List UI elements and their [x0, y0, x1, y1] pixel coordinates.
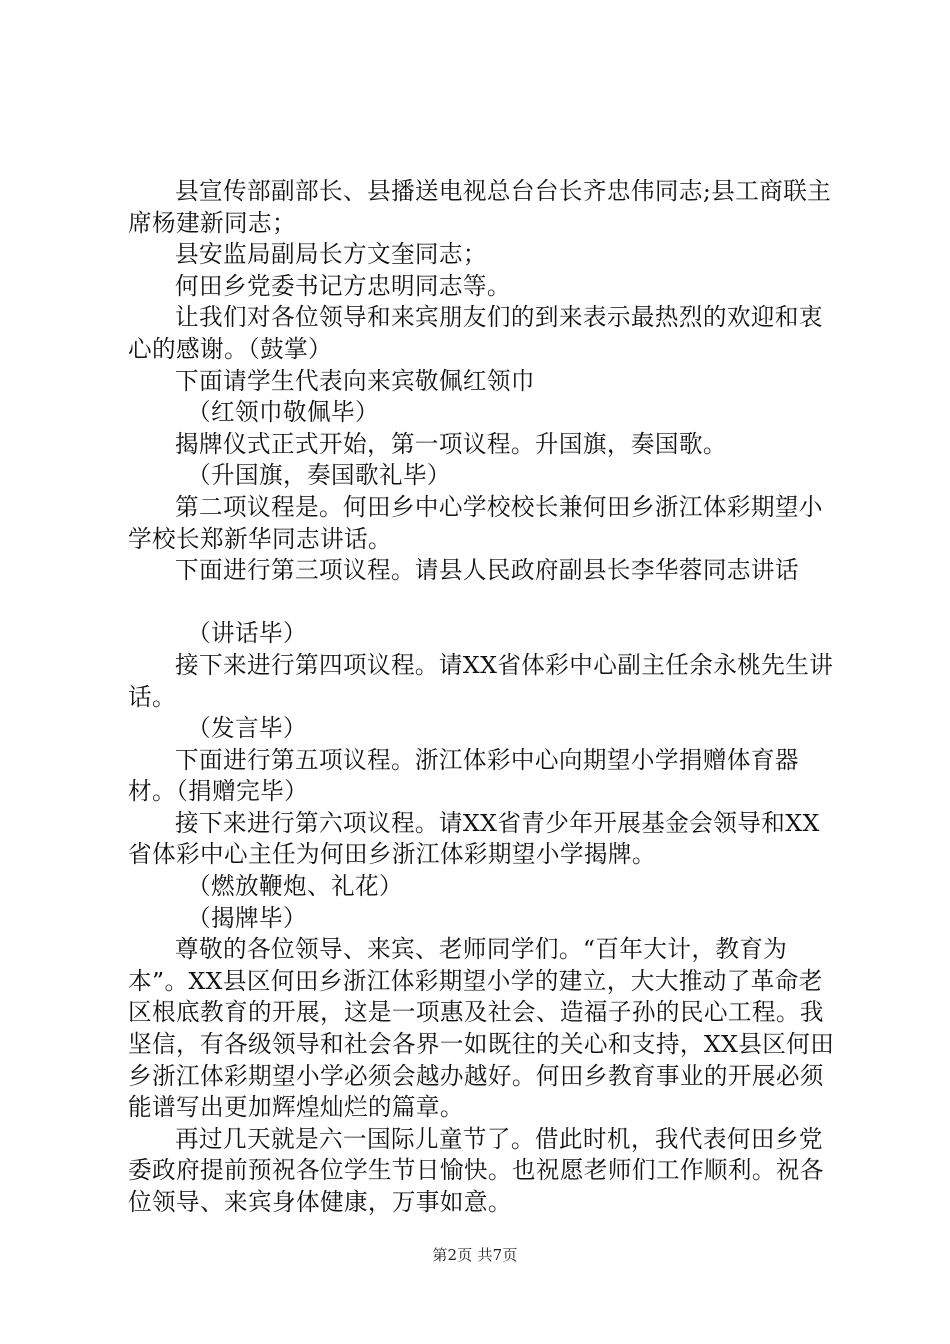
paragraph: （红领巾敬佩毕） [187, 398, 379, 427]
paragraph: （发言毕） [187, 714, 307, 743]
paragraph: 让我们对各位领导和来宾朋友们的到来表示最热烈的欢迎和衷心的感谢。（鼓掌） [128, 303, 823, 363]
paragraph: 尊敬的各位领导、来宾、老师同学们。“百年大计，教育为本”。XX县区何田乡浙江体彩期望小学的建立，大大推动了革命老区根底教育的开展，这是一项惠及社会、造福子孙的民心工程。我坚信，有各级领导和社会各界一如既往的关心和支持，XX县区何田乡浙江体彩期望小学必须会越办越好。何田乡教育事业的开展必须能谱写出更加辉煌灿烂的篇章。 [128, 935, 835, 1122]
paragraph: 接下来进行第四项议程。请XX省体彩中心副主任余永桃先生讲话。 [128, 650, 834, 711]
page-footer [0, 1244, 950, 1265]
paragraph: 下面请学生代表向来宾敬佩红领巾 [175, 366, 535, 395]
paragraph: 第二项议程是。何田乡中心学校校长兼何田乡浙江体彩期望小学校长郑新华同志讲话。 [128, 492, 823, 553]
paragraph: 县宣传部副部长、县播送电视总台台长齐忠伟同志;县工商联主席杨建新同志； [128, 177, 832, 237]
paragraph: （揭牌毕） [187, 903, 307, 932]
paragraph: 下面进行第三项议程。请县人民政府副县长李华蓉同志讲话 [175, 556, 799, 585]
paragraph: 何田乡党委书记方忠明同志等。 [175, 271, 511, 300]
paragraph: 县安监局副局长方文奎同志； [175, 240, 487, 269]
paragraph: 揭牌仪式正式开始，第一项议程。升国旗，奏国歌。 [175, 429, 727, 458]
page-number-label: 第2页 共7页 [432, 1246, 518, 1264]
paragraph: （升国旗，奏国歌礼毕） [187, 461, 451, 490]
paragraph-gap [128, 587, 840, 619]
paragraph: 下面进行第五项议程。浙江体彩中心向期望小学捐赠体育器材。（捐赠完毕） [128, 745, 799, 806]
paragraph: 接下来进行第六项议程。请XX省青少年开展基金会领导和XX省体彩中心主任为何田乡浙江体彩期望小学揭牌。 [128, 808, 820, 869]
document-body [128, 176, 840, 1219]
paragraph: （讲话毕） [187, 619, 307, 648]
paragraph: （燃放鞭炮、礼花） [187, 872, 403, 901]
paragraph: 再过几天就是六一国际儿童节了。借此时机，我代表何田乡党委政府提前预祝各位学生节日愉快。也祝愿老师们工作顺利。祝各位领导、来宾身体健康，万事如意。 [128, 1124, 824, 1216]
